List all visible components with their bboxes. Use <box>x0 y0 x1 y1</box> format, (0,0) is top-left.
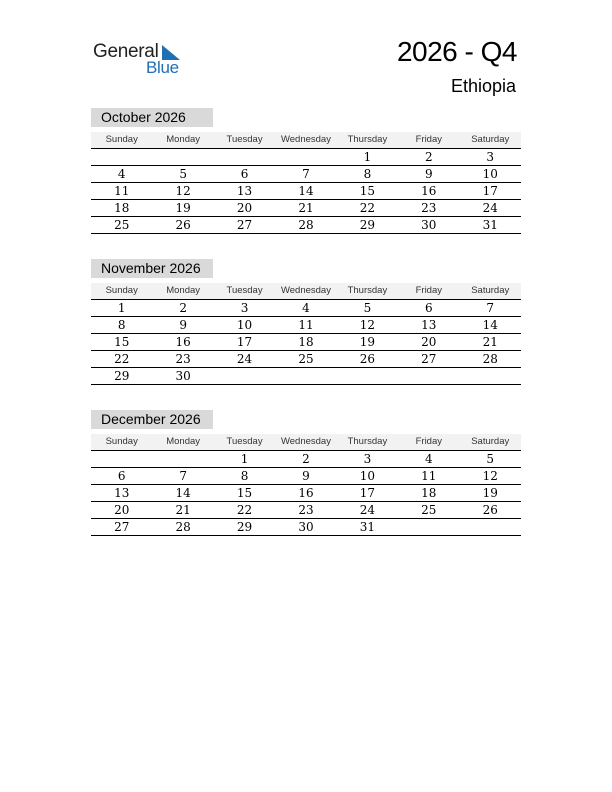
day-cell: 15 <box>114 335 130 349</box>
logo-word-blue: Blue <box>146 58 179 77</box>
day-cell: 3 <box>363 452 372 466</box>
day-cell: 15 <box>236 486 253 500</box>
weekday-label: Thursday <box>347 436 388 447</box>
weekday-header-row <box>91 434 521 451</box>
day-cell: 22 <box>114 352 130 366</box>
month-block <box>91 108 521 234</box>
weekday-label: Friday <box>415 436 443 447</box>
day-cell: 21 <box>175 503 191 517</box>
day-cell <box>275 368 336 384</box>
day-cell: 27 <box>236 218 253 232</box>
week-row <box>91 217 521 234</box>
day-cell: 3 <box>486 150 495 164</box>
week-row <box>91 485 521 502</box>
day-cell: 28 <box>175 520 191 534</box>
day-cell: 23 <box>298 503 314 517</box>
day-cell <box>460 519 521 535</box>
day-cell <box>91 149 152 165</box>
day-cell: 16 <box>421 184 437 198</box>
day-cell: 13 <box>236 184 253 198</box>
day-cell: 18 <box>421 486 437 500</box>
weekday-label: Tuesday <box>226 436 263 447</box>
week-row <box>91 149 521 166</box>
day-cell: 23 <box>175 352 191 366</box>
week-row <box>91 468 521 485</box>
day-cell: 11 <box>114 184 130 198</box>
weekday-label: Friday <box>415 285 443 296</box>
day-cell: 1 <box>363 150 372 164</box>
day-cell: 17 <box>359 486 376 500</box>
weekday-label: Thursday <box>347 134 388 145</box>
day-cell: 27 <box>114 520 130 534</box>
day-cell: 9 <box>425 167 433 181</box>
month-block <box>91 410 521 536</box>
month-block <box>91 259 521 385</box>
day-cell: 14 <box>298 184 314 198</box>
weekday-label: Saturday <box>471 134 510 145</box>
day-cell: 10 <box>236 318 253 332</box>
day-cell: 1 <box>240 452 249 466</box>
weekday-label: Wednesday <box>280 436 331 447</box>
day-cell: 17 <box>482 184 498 198</box>
page-title: 2026 - Q4 <box>396 36 517 67</box>
weekday-label: Friday <box>415 134 443 145</box>
day-cell: 10 <box>482 167 498 181</box>
day-cell <box>275 149 336 165</box>
day-cell: 24 <box>236 352 253 366</box>
day-cell: 18 <box>114 201 130 215</box>
day-cell: 4 <box>117 167 126 181</box>
day-cell: 29 <box>236 520 253 534</box>
day-cell: 12 <box>175 184 191 198</box>
day-cell: 19 <box>359 335 376 349</box>
week-row <box>91 300 521 317</box>
day-cell: 2 <box>302 452 310 466</box>
weekday-label: Tuesday <box>226 134 263 145</box>
weekday-label: Thursday <box>347 285 388 296</box>
day-cell: 8 <box>117 318 126 332</box>
week-row <box>91 166 521 183</box>
week-row <box>91 183 521 200</box>
day-cell: 20 <box>114 503 130 517</box>
day-cell: 1 <box>117 301 126 315</box>
day-cell: 2 <box>179 301 187 315</box>
country-label: Ethiopia <box>450 76 516 96</box>
day-cell: 8 <box>363 167 372 181</box>
week-row <box>91 200 521 217</box>
weekday-label: Sunday <box>105 436 138 447</box>
day-cell <box>214 368 275 384</box>
day-cell: 5 <box>486 452 495 466</box>
day-cell: 25 <box>421 503 437 517</box>
day-cell <box>337 368 398 384</box>
day-cell: 18 <box>298 335 314 349</box>
weekday-label: Monday <box>166 285 201 296</box>
day-cell: 5 <box>179 167 187 181</box>
weekday-label: Saturday <box>471 436 510 447</box>
month-name: December 2026 <box>91 410 213 429</box>
week-row <box>91 317 521 334</box>
day-cell: 6 <box>425 301 433 315</box>
day-cell: 19 <box>175 201 191 215</box>
day-cell: 30 <box>298 520 314 534</box>
day-cell: 29 <box>359 218 376 232</box>
weekday-label: Sunday <box>105 134 138 145</box>
day-cell: 6 <box>117 469 126 483</box>
day-cell: 31 <box>359 520 376 534</box>
day-cell: 20 <box>236 201 253 215</box>
day-cell: 12 <box>359 318 376 332</box>
day-cell: 4 <box>302 301 310 315</box>
day-cell: 31 <box>482 218 498 232</box>
weekday-label: Sunday <box>105 285 138 296</box>
day-cell: 21 <box>298 201 314 215</box>
week-row <box>91 334 521 351</box>
day-cell: 25 <box>114 218 130 232</box>
day-cell: 29 <box>114 369 130 383</box>
day-cell: 4 <box>425 452 433 466</box>
day-cell: 26 <box>175 218 191 232</box>
weekday-label: Tuesday <box>226 285 263 296</box>
day-cell: 9 <box>179 318 187 332</box>
day-cell: 13 <box>114 486 130 500</box>
day-cell: 30 <box>175 369 191 383</box>
day-cell: 12 <box>482 469 498 483</box>
day-cell: 9 <box>302 469 310 483</box>
weekday-label: Saturday <box>471 285 510 296</box>
day-cell <box>152 149 213 165</box>
weekday-label: Monday <box>166 134 201 145</box>
day-cell: 17 <box>236 335 253 349</box>
logo-word-general: General <box>93 41 159 62</box>
day-cell: 26 <box>482 503 498 517</box>
day-cell: 7 <box>486 301 495 315</box>
day-cell: 6 <box>240 167 249 181</box>
day-cell: 23 <box>421 201 437 215</box>
week-row <box>91 519 521 536</box>
day-cell: 19 <box>482 486 498 500</box>
day-cell <box>398 519 459 535</box>
day-cell: 13 <box>421 318 437 332</box>
day-cell <box>460 368 521 384</box>
day-cell: 11 <box>298 318 314 332</box>
weekday-label: Wednesday <box>280 134 331 145</box>
day-cell: 28 <box>482 352 498 366</box>
day-cell: 7 <box>179 469 187 483</box>
day-cell: 14 <box>175 486 191 500</box>
day-cell: 5 <box>363 301 372 315</box>
day-cell: 30 <box>421 218 437 232</box>
day-cell <box>398 368 459 384</box>
day-cell: 8 <box>240 469 249 483</box>
weekday-label: Wednesday <box>280 285 331 296</box>
weekday-header-row <box>91 283 521 300</box>
generalblue-logo <box>93 41 193 81</box>
day-cell: 7 <box>302 167 310 181</box>
day-cell: 15 <box>359 184 376 198</box>
day-cell: 28 <box>298 218 314 232</box>
day-cell <box>91 451 152 467</box>
day-cell: 20 <box>421 335 437 349</box>
day-cell: 24 <box>482 201 498 215</box>
day-cell: 27 <box>421 352 437 366</box>
day-cell: 14 <box>482 318 498 332</box>
day-cell: 25 <box>298 352 314 366</box>
weekday-label: Monday <box>166 436 201 447</box>
day-cell: 24 <box>359 503 376 517</box>
day-cell: 3 <box>240 301 249 315</box>
day-cell: 22 <box>236 503 253 517</box>
day-cell: 10 <box>359 469 376 483</box>
week-row <box>91 502 521 519</box>
day-cell: 2 <box>425 150 433 164</box>
month-name: November 2026 <box>91 259 213 278</box>
day-cell: 22 <box>359 201 376 215</box>
day-cell: 16 <box>298 486 314 500</box>
week-row <box>91 368 521 385</box>
day-cell: 11 <box>421 469 437 483</box>
day-cell <box>152 451 213 467</box>
weekday-header-row <box>91 132 521 149</box>
week-row <box>91 451 521 468</box>
day-cell: 26 <box>359 352 376 366</box>
month-name: October 2026 <box>91 108 213 127</box>
day-cell: 21 <box>482 335 498 349</box>
day-cell: 16 <box>175 335 191 349</box>
week-row <box>91 351 521 368</box>
day-cell <box>214 149 275 165</box>
